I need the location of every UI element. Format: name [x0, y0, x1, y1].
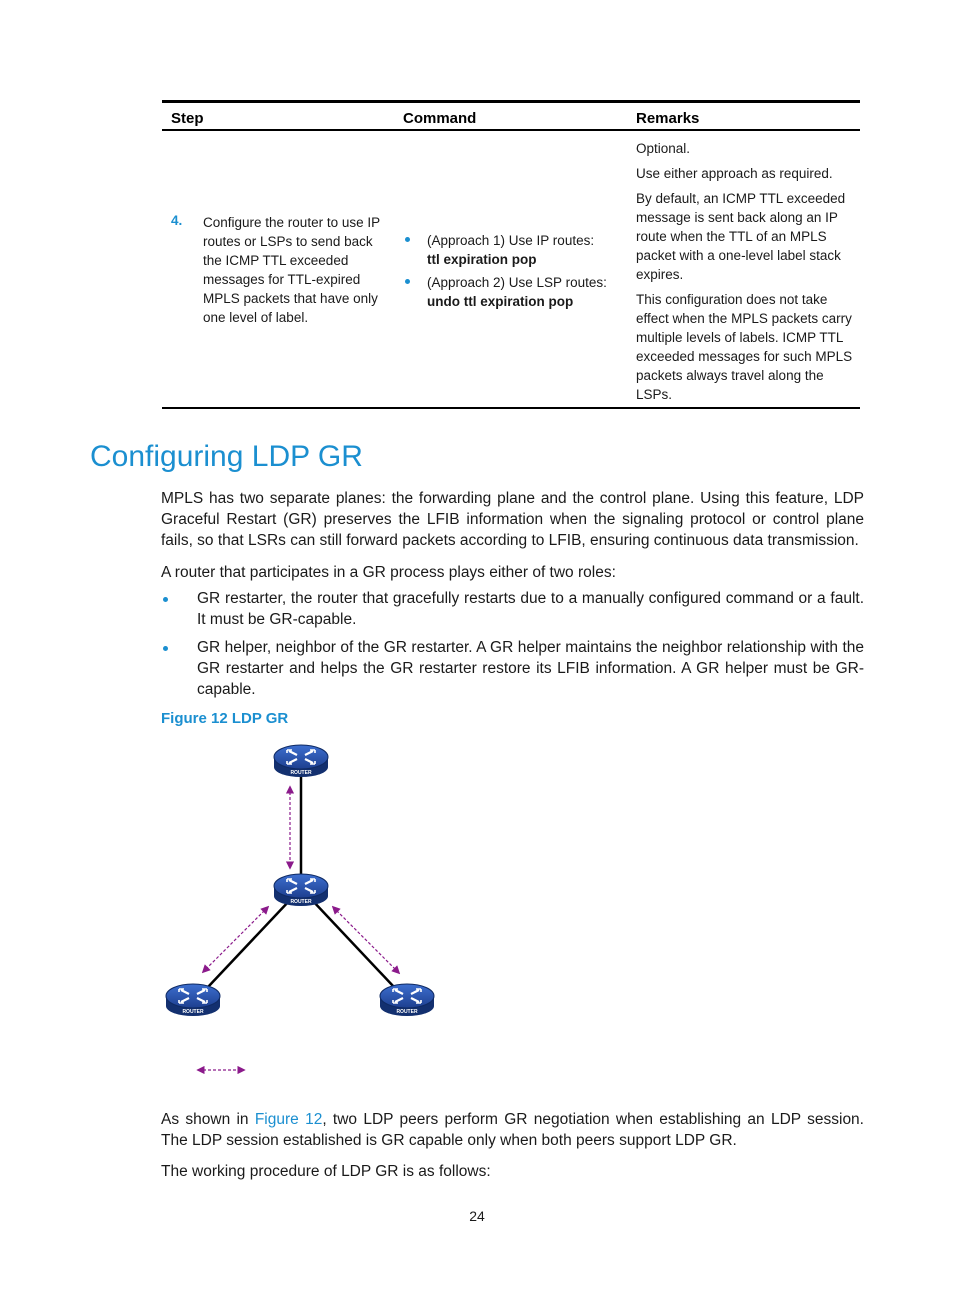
table-header-rule	[162, 129, 860, 131]
text-span: As shown in	[161, 1111, 255, 1128]
step-text: Configure the router to use IP routes or LSPs to send back the ICMP TTL exceeded messages for TTL-expired MPLS packets that have only one level of label.	[203, 215, 380, 325]
list-bullet	[163, 597, 168, 602]
page-number: 24	[469, 1208, 485, 1224]
command-item-1	[427, 231, 627, 269]
router-icon-right	[380, 984, 434, 1016]
remark-paragraph: By default, an ICMP TTL exceeded message is sent back along an IP route when the TTL of an MPLS packet with a one-level label stack expires.	[636, 191, 846, 282]
command-label: (Approach 1) Use IP routes:	[427, 233, 595, 248]
table-header-step: Step	[171, 110, 204, 127]
remark-paragraph: Optional.	[636, 141, 691, 156]
roles-intro: A router that participates in a GR process plays either of two roles:	[161, 564, 616, 581]
intro-paragraph: MPLS has two separate planes: the forwarding plane and the control plane. Using this feature, LDP Graceful Restart (GR) preserves the LFIB information when the signaling protocol or control plane fails, so that LSRs can still forward packets according to LFIB, ensuring continuous data transmission.	[161, 490, 864, 549]
router-icon-left	[166, 984, 220, 1016]
figure-description	[161, 1109, 864, 1151]
link-left	[208, 900, 290, 987]
command-bullet	[405, 237, 410, 242]
table-top-rule	[162, 100, 860, 103]
figure-caption: Figure 12 LDP GR	[161, 710, 289, 727]
command-label: (Approach 2) Use LSP routes:	[427, 275, 607, 290]
table-header-command: Command	[403, 110, 477, 127]
ldp-gr-diagram: ROUTER	[150, 735, 470, 1085]
list-bullet	[163, 646, 168, 651]
step-number: 4.	[171, 213, 183, 228]
link-right	[312, 900, 394, 987]
router-icon-top	[274, 745, 328, 777]
remark-paragraph: This configuration does not take effect when the MPLS packets carry multiple levels of labels. ICMP TTL exceeded messages for such MPLS packets always travel along the LSPs.	[636, 292, 853, 402]
gr-session-arrow-icon	[333, 907, 399, 973]
command-text: ttl expiration pop	[427, 252, 537, 267]
command-item-2	[427, 273, 627, 311]
remarks-cell	[636, 139, 858, 410]
table-bottom-rule	[162, 407, 860, 409]
remark-paragraph: Use either approach as required.	[636, 166, 833, 181]
table-header-remarks: Remarks	[636, 110, 700, 127]
figure-12-link[interactable]: Figure 12	[254, 1111, 323, 1128]
list-item-gr-helper: GR helper, neighbor of the GR restarter. A GR helper maintains the neighbor relationship with the GR restarter and helps the GR restarter restore its LFIB information. A GR helper must be GR-capable.	[197, 639, 864, 698]
text-span: , two LDP peers perform GR negotiation when establishing an LDP session. The LDP session established is GR capable only when both peers support LDP GR.	[161, 1111, 864, 1149]
command-text: undo ttl expiration pop	[427, 294, 574, 309]
procedure-intro: The working procedure of LDP GR is as follows:	[161, 1163, 491, 1180]
list-item-gr-restarter: GR restarter, the router that gracefully restarts due to a manually configured command or a fault. It must be GR-capable.	[197, 590, 864, 628]
router-icon-center	[274, 874, 328, 906]
gr-session-arrow-icon	[203, 907, 268, 972]
section-title: Configuring LDP GR	[90, 440, 363, 473]
command-bullet	[405, 279, 410, 284]
